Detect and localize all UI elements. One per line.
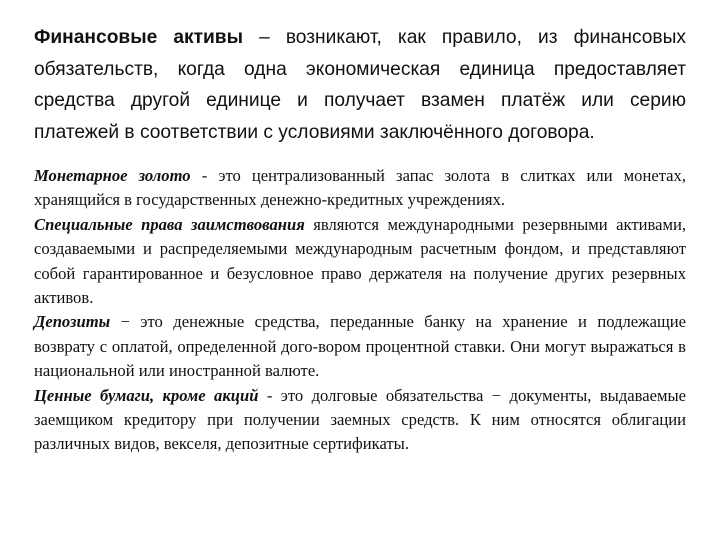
definition-term: Монетарное золото — [34, 166, 191, 185]
intro-paragraph — [34, 22, 686, 148]
definition-securities — [34, 384, 686, 457]
definition-text: − это денежные средства, переданные банку на хранение и подлежащие возврату с оплатой, определенной дого-вором процентной ставки. Они могут выражаться в национальной или иностранной валюте. — [34, 312, 686, 381]
definition-deposits — [34, 310, 686, 383]
definition-monetary-gold — [34, 164, 686, 213]
intro-text: – возникают, как правило, из финансовых обязательств, когда одна экономическая единица предоставляет средства другой единице и получает взамен платёж или серию платежей в соответствии с условиями заключённого договора. — [34, 27, 687, 143]
definition-text: - это долговые обязательства − документы, выдаваемые заемщиком кредитору при получении заемных средств. К ним относятся облигации различных видов, векселя, депозитные сертификаты. — [34, 385, 687, 454]
definition-sdr — [34, 213, 686, 311]
definition-term: Специальные права заимствования — [34, 214, 305, 234]
definition-term: Депозиты — [34, 312, 111, 332]
definition-text: являются международными резервными активами, создаваемыми и распределяемыми международным расчетным фондом, и представляют собой гарантированное и безусловное право держателя на получение других резервных активов. — [34, 214, 686, 308]
definitions-block — [34, 164, 686, 457]
definition-text: - это централизованный запас золота в слитках или монетах, хранящийся в государственных денежно-кредитных учреждениях. — [34, 166, 686, 210]
definition-term: Ценные бумаги, кроме акций — [34, 385, 259, 405]
intro-term: Финансовые активы — [34, 27, 243, 48]
